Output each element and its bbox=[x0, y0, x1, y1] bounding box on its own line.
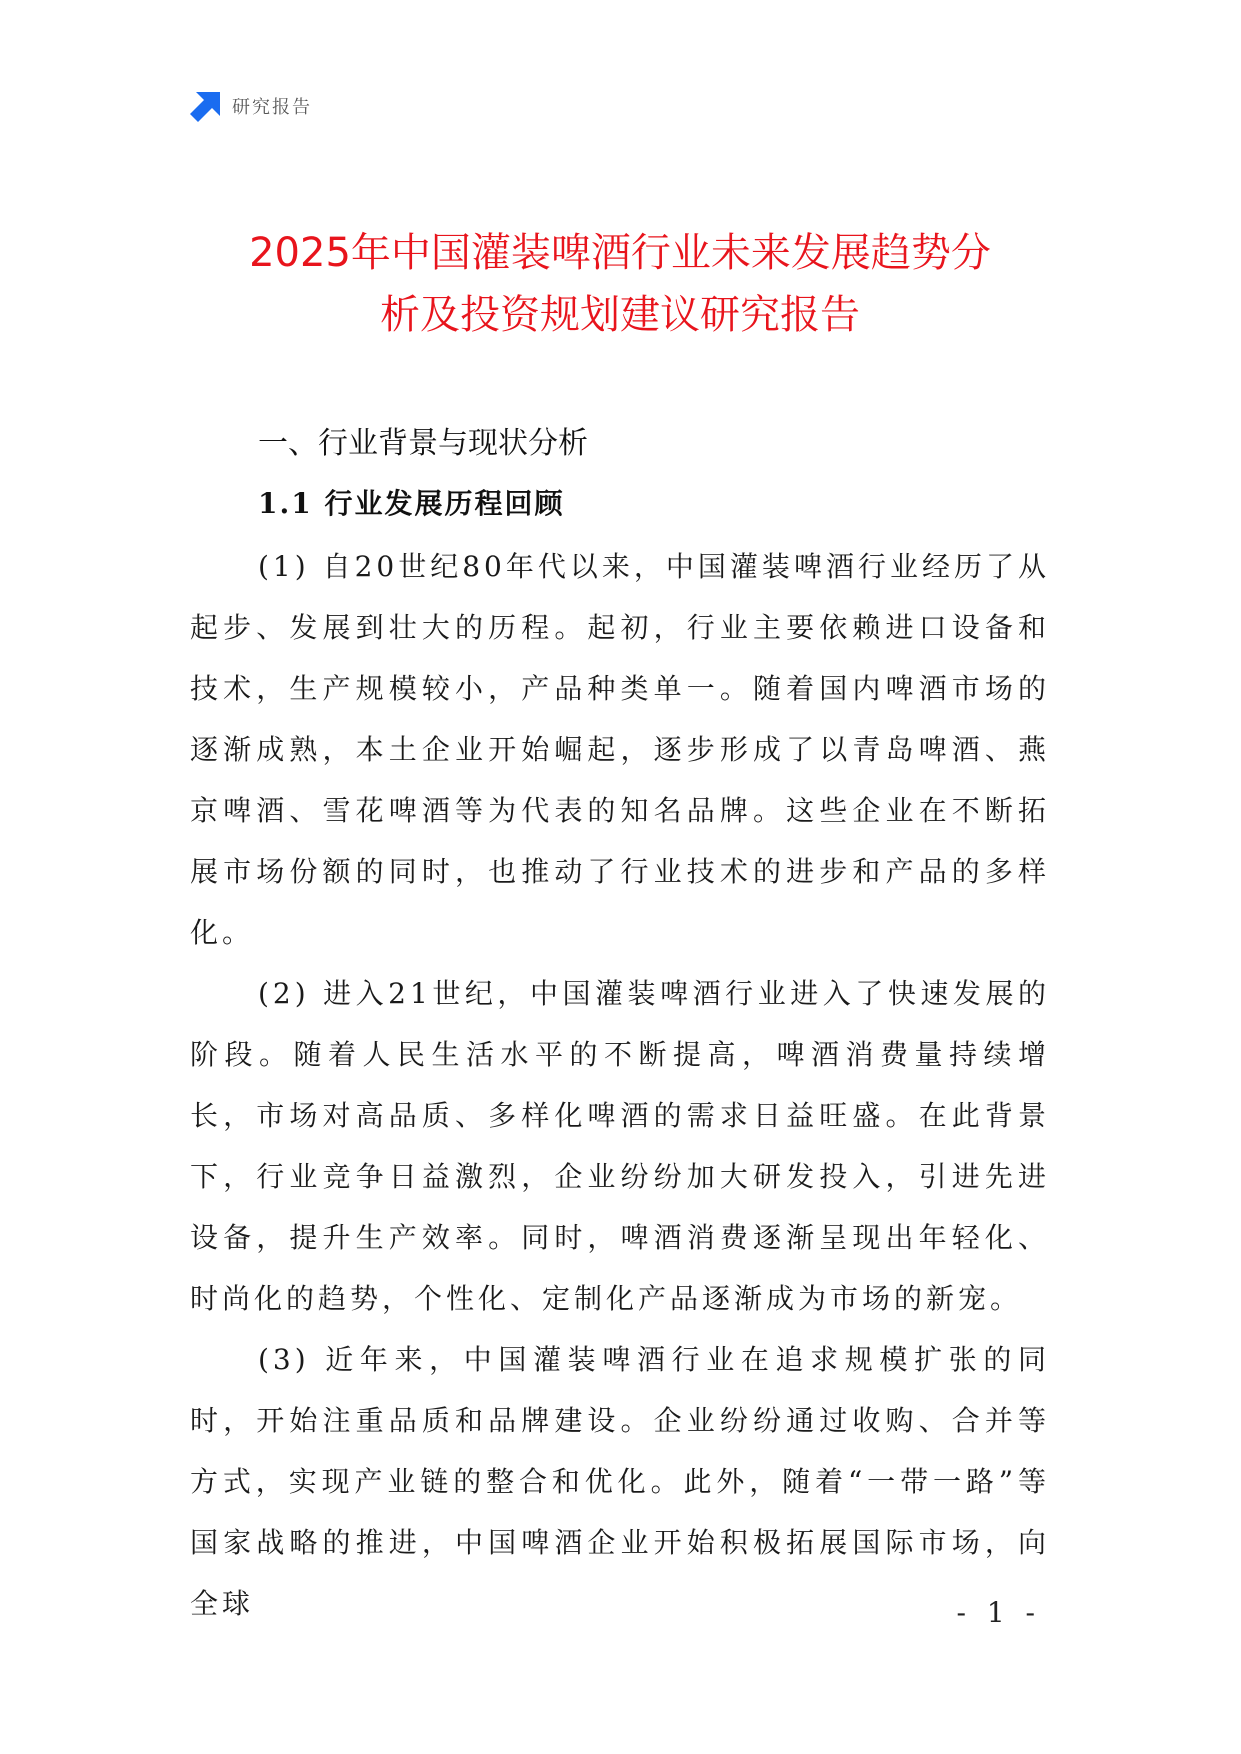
paragraph: (1) 自20世纪80年代以来，中国灌装啤酒行业经历了从起步、发展到壮大的历程。起初，行业主要依赖进口设备和技术，生产规模较小，产品种类单一。随着国内啤酒市场的逐渐成熟，本土企业开始崛起，逐步形成了以青岛啤酒、燕京啤酒、雪花啤酒等为代表的知名品牌。这些企业在不断拓展市场份额的同时，也推动了行业技术的进步和产品的多样化。 bbox=[190, 550, 1050, 949]
report-title bbox=[190, 222, 1050, 346]
header-label: 研究报告 bbox=[232, 97, 312, 118]
body-text bbox=[190, 536, 1050, 1634]
page-header bbox=[190, 88, 312, 124]
title-line-1: 2025年中国灌装啤酒行业未来发展趋势分 bbox=[249, 230, 991, 276]
paragraph: (2) 进入21世纪，中国灌装啤酒行业进入了快速发展的阶段。随着人民生活水平的不断提高，啤酒消费量持续增长，市场对高品质、多样化啤酒的需求日益旺盛。在此背景下，行业竞争日益激烈，企业纷纷加大研发投入，引进先进设备，提升生产效率。同时，啤酒消费逐渐呈现出年轻化、时尚化的趋势，个性化、定制化产品逐渐成为市场的新宠。 bbox=[190, 977, 1050, 1315]
subsection-heading: 1.1 行业发展历程回顾 bbox=[258, 487, 565, 520]
arrow-up-right-icon bbox=[190, 90, 222, 122]
paragraph: (3) 近年来，中国灌装啤酒行业在追求规模扩张的同时，开始注重品质和品牌建设。企业纷纷通过收购、合并等方式，实现产业链的整合和优化。此外，随着“一带一路”等国家战略的推进，中国啤酒企业开始积极拓展国际市场，向全球 bbox=[190, 1343, 1050, 1620]
title-line-2: 析及投资规划建议研究报告 bbox=[380, 292, 860, 338]
page-number: - 1 - bbox=[956, 1596, 1041, 1629]
section-heading: 一、行业背景与现状分析 bbox=[258, 426, 588, 461]
